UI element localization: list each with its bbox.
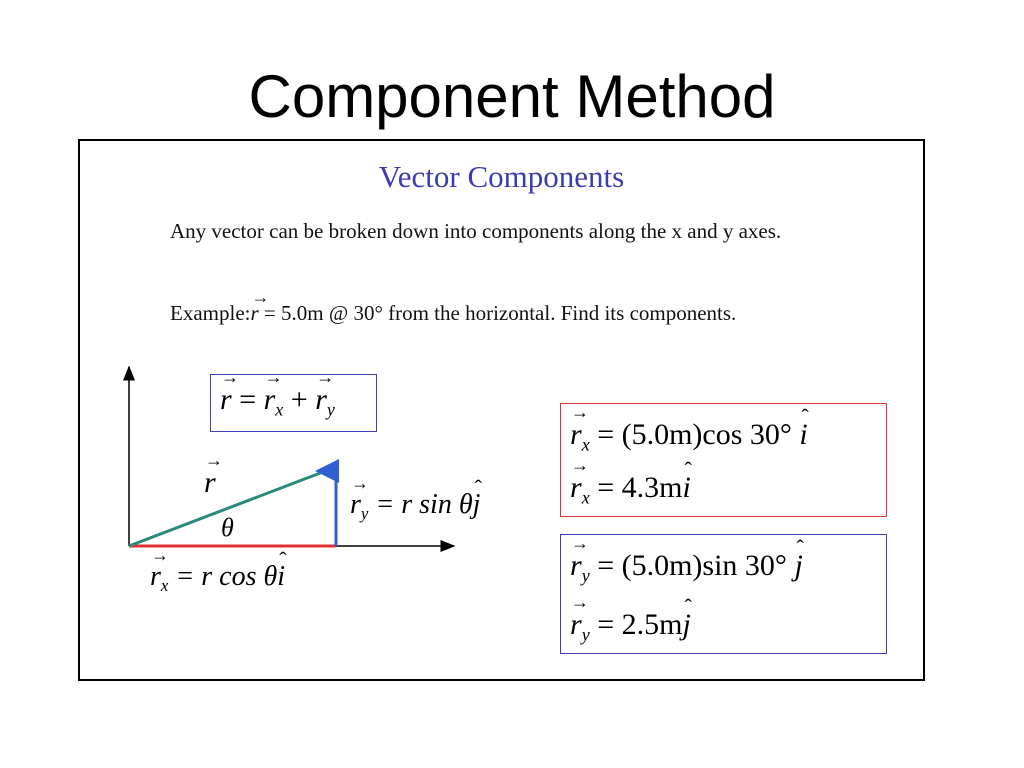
vector-sum-equation — [220, 383, 335, 420]
x-label-lhs: → r — [150, 561, 161, 593]
rx-line2-sub: x — [581, 487, 590, 508]
y-label-unit: ˆ j — [473, 489, 481, 521]
rx-line1-unit: ˆ i — [799, 418, 807, 452]
sum-term-x: → r — [264, 383, 276, 417]
rx-line2-rhs: = 4.3m — [589, 471, 683, 504]
y-component-label — [350, 489, 480, 524]
y-label-rhs: = r sin θ — [368, 489, 473, 520]
ry-line2-sub: y — [581, 624, 590, 645]
x-result-line-1 — [570, 418, 808, 455]
ry-line1-unit: ˆ j — [794, 549, 802, 583]
ry-line2-unit: ˆ j — [682, 608, 690, 642]
y-label-sub: y — [360, 503, 369, 523]
x-label-sub: x — [160, 575, 169, 595]
y-result-line-1 — [570, 549, 803, 586]
ry-line1-sub: y — [581, 565, 590, 586]
card-heading: Vector Components — [378, 159, 625, 194]
ry-line1-lhs: → r — [570, 549, 582, 583]
rx-line1-sub: x — [581, 434, 590, 455]
example-vector-r: → r — [250, 299, 258, 327]
slide-title: Component Method — [248, 63, 776, 130]
sum-lhs: → r — [220, 383, 232, 417]
example-suffix: from the horizontal. Find its components. — [382, 301, 737, 325]
y-result-line-2 — [570, 608, 691, 645]
sum-term-x-sub: x — [275, 399, 284, 420]
x-component-label — [150, 561, 285, 596]
sum-plus: + — [283, 383, 316, 416]
vector-r-label — [204, 466, 216, 500]
rx-line2-unit: ˆ i — [682, 471, 690, 505]
ry-line2-lhs: → r — [570, 608, 582, 642]
rx-line1-lhs: → r — [570, 418, 582, 452]
x-label-unit: ˆ i — [277, 561, 285, 593]
rx-line2-lhs: → r — [570, 471, 582, 505]
sum-term-y-sub: y — [326, 399, 335, 420]
theta-label: θ — [221, 513, 234, 542]
intro-paragraph: Any vector can be broken down into components along the x and y axes. — [170, 219, 782, 243]
ry-line2-rhs: = 2.5m — [589, 608, 683, 641]
example-prefix: Example: — [170, 301, 251, 325]
rx-line1-rhs: = (5.0m)cos 30° — [589, 418, 800, 451]
sum-term-y: → r — [315, 383, 327, 417]
x-label-rhs: = r cos θ — [168, 561, 278, 592]
y-label-lhs: → r — [350, 489, 361, 521]
example-equation: = 5.0m @ 30° — [258, 301, 383, 325]
sum-equals: = — [231, 383, 264, 416]
x-result-line-2 — [570, 471, 691, 508]
vector-components-card — [78, 139, 925, 681]
ry-line1-rhs: = (5.0m)sin 30° — [589, 549, 795, 582]
vector-r-symbol: → r — [204, 466, 216, 500]
